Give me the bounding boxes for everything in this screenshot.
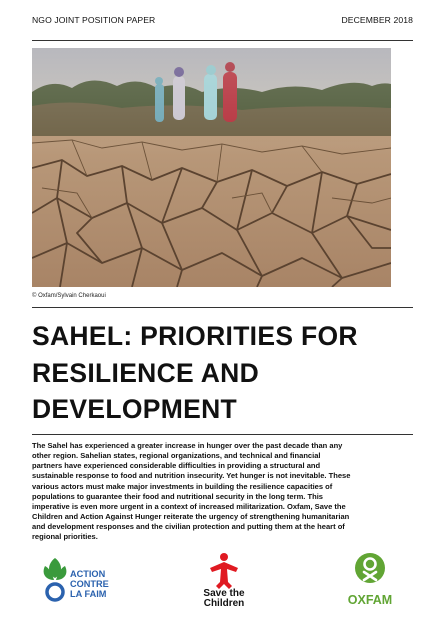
abstract-line: various actors must make major investments in building the resilience capacities of [32, 481, 333, 491]
abstract-line: Children and Action Against Hunger reiterate the urgency of strengthening humanitarian [32, 512, 350, 522]
acf-logo [42, 556, 122, 604]
acf-ring-icon [47, 584, 63, 600]
publication-date: DECEMBER 2018 [341, 15, 413, 25]
title-top-divider [32, 307, 413, 308]
abstract-line: sustainable response to food and nutrition insecurity. Yet hunger is not inevitable. These [32, 471, 351, 481]
document-title [32, 318, 413, 428]
abstract [32, 441, 413, 543]
abstract-line: other region. Sahelian states, regional organizations, and technical and financial [32, 451, 321, 461]
cover-photo [32, 48, 391, 287]
acf-leaf-icon [44, 558, 67, 580]
abstract-line: and development responses and the civilian protection and putting them at the heart of [32, 522, 345, 532]
oxfam-wordmark: OXFAM [347, 593, 393, 607]
stc-wordmark: Children [203, 598, 245, 608]
title-bottom-divider [32, 434, 413, 435]
stc-wordmark: Save the [203, 588, 245, 599]
abstract-line: partners have experienced considerable difficulties in providing a structural and [32, 461, 321, 471]
acf-wordmark: ACTION [70, 569, 106, 579]
abstract-line: The Sahel has experienced a greater increase in hunger over the past decade than any [32, 441, 343, 450]
children-figure-icon [210, 553, 238, 589]
save-the-children-logo [196, 552, 252, 608]
title-line: DEVELOPMENT [32, 394, 238, 424]
acf-wordmark: CONTRE [70, 579, 109, 589]
abstract-line: regional priorities. [32, 532, 98, 542]
title-line: SAHEL: PRIORITIES FOR [32, 321, 358, 351]
oxfam-logo [342, 552, 398, 608]
photo-credit: © Oxfam/Sylvain Cherkaoui [32, 293, 106, 299]
header-divider [32, 40, 413, 41]
header-bar [32, 15, 413, 25]
oxfam-emblem-icon [355, 553, 385, 583]
abstract-line: populations to guarantee their food and nutritional security in the long term. This [32, 491, 323, 501]
document-type: NGO JOINT POSITION PAPER [32, 15, 156, 25]
title-line: RESILIENCE AND [32, 357, 260, 388]
abstract-line: imperative is even more urgent in a context of increased militarization. Oxfam, Save the [32, 501, 346, 511]
acf-wordmark: LA FAIM [70, 589, 107, 599]
